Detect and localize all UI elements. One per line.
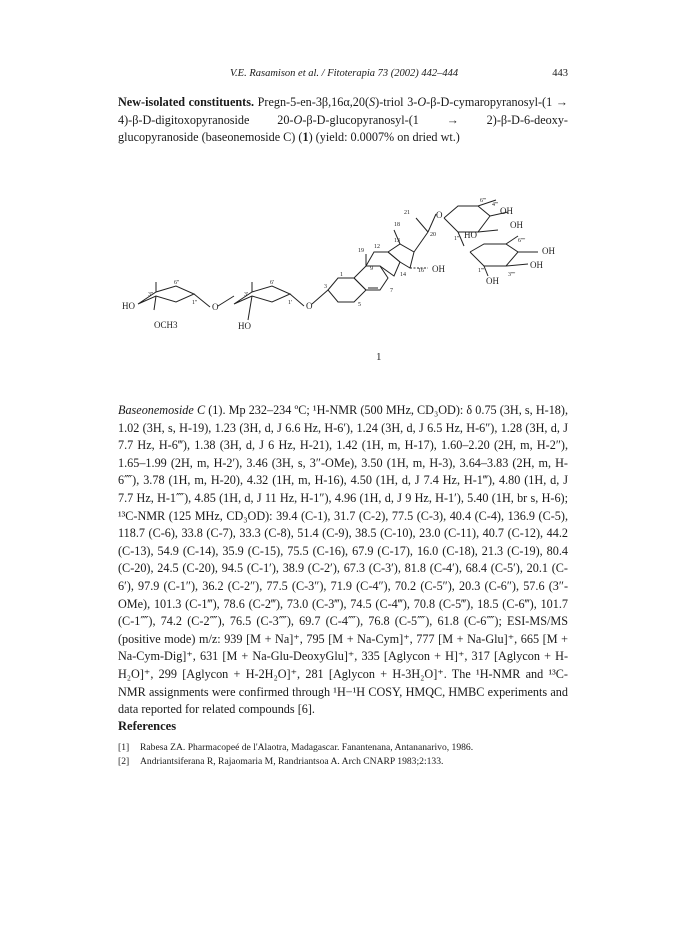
text-run: )-triol 3- [375, 95, 418, 109]
atom-label: 18 [394, 222, 400, 228]
atom-label: 13 [394, 238, 400, 244]
label-och3: OCH3 [154, 320, 178, 330]
journal-citation: V.E. Rasamison et al. / Fitoterapia 73 (2002) 442–444 [230, 68, 459, 79]
text-run: -β-D-cymaropyranosyl-(1 → 4)-β-D-digitoxopyranoside 20- [118, 95, 568, 127]
label-ho-mid: HO [238, 321, 251, 331]
atom-label: 21 [404, 210, 410, 216]
atom-label: 16 [418, 268, 424, 274]
label-glycosidic-o: O [306, 301, 313, 311]
atom-label: 7 [390, 288, 393, 294]
atom-label: 3 [324, 284, 327, 290]
atom-label: 1''' [454, 236, 461, 242]
label-oh: OH [500, 206, 513, 216]
atom-label: 14 [400, 272, 406, 278]
label-oh: OH [542, 246, 555, 256]
reference-text: Andriantsiferana R, Rajaomaria M, Randriantsoa A. Arch CNARP 1983;2:133. [140, 756, 444, 767]
atom-label: 3'' [148, 292, 154, 298]
section-heading: New-isolated constituents. [118, 95, 254, 109]
atom-label: 19 [358, 248, 364, 254]
reference-number: [1] [118, 742, 130, 753]
label-glycosidic-o: O [212, 302, 219, 312]
text-run: ) (yield: 0.0007% on dried wt.) [308, 130, 460, 145]
atom-label: 5 [358, 302, 361, 308]
atom-label: 1'''' [478, 268, 486, 274]
label-oh: OH [510, 220, 523, 230]
atom-label: 12 [374, 244, 380, 250]
reference-text: Rabesa ZA. Pharmacopeé de l'Alaotra, Madagascar. Fanantenana, Antananarivo, 1986. [140, 742, 474, 753]
compound-name: Baseonemoside C [118, 403, 206, 417]
label-ho-right: HO [464, 230, 477, 240]
atom-label: 20 [430, 232, 436, 238]
atom-label: 6'' [174, 280, 180, 286]
text-run: O [417, 95, 427, 109]
atom-label: 1'' [192, 300, 198, 306]
nmr-data-text: (1). Mp 232–234 ºC; ¹H-NMR (500 MHz, CD₃OD): δ 0.75 (3H, s, H-18), 1.02 (3H, s, H-19), 1.23 (3H, d, J 6.6 Hz, H-6′), 1.24 (3H, d, J 6.5 Hz, H-6″), 1.28 (3H, d, J 7.7 Hz, H-6‴), 1.38 (3H, d, J 6 Hz, H-21), 1.42 (1H, m, H-17), 1.60–2.20 (2H, m, H-2″), 1.65–1.99 (2H, m, H-2′), 3.46 (3H, s, 3″-OMe), 3.50 (1H, m, H-3), 3.64–3.83 (2H, m, H-6⁗), 3.78 (1H, m, H-20), 4.32 (1H, m, H-16), 4.50 (1H, d, J 7.4 Hz, H-1‴), 4.80 (1H, d, J 7.7 Hz, H-1⁗), 4.85 (1H, d, J 11 Hz, H-1″), 4.96 (1H, d, J 9 Hz, H-1′), 5.40 (1H, br s, H-6); ¹³C-NMR (125 MHz, CD₃OD): 39.4 (C-1), 31.7 (C-2), 77.5 (C-3), 40.4 (C-4), 136.9 (C-5), 118.7 (C-6), 33.8 (C-7), 33.3 (C-8), 51.4 (C-9), 38.5 (C-10), 23.0 (C-11), 40.7 (C-12), 44.2 (C-13), 54.9 (C-14), 35.9 (C-15), 75.5 (C-16), 67.9 (C-17), 16.0 (C-18), 21.3 (C-19), 80.4 (C-20), 24.5 (C-20), 94.5 (C-1′), 38.9 (C-2′), 67.3 (C-3′), 81.8 (C-4′), 68.4 (C-5′), 20.1 (C-6′), 97.9 (C-1″), 36.2 (C-2″), 77.5 (C-3″), 71.9 (C-4″), 70.2 (C-5″), 20.3 (C-6″), 57.6 (3″-OMe), 101.3 (C-1‴), 78.6 (C-2‴), 73.0 (C-3‴), 74.5 (C-4‴), 70.8 (C-5‴), 18.5 (C-6‴), 101.7 (C-1⁗), 74.2 (C-2⁗), 76.5 (C-3⁗), 69.7 (C-4⁗), 76.8 (C-5⁗), 61.8 (C-6⁗); ESI-MS/MS (positive mode) m/z: 939 [M + Na]⁺, 795 [M + Na-Cym]⁺, 777 [M + Na-Glu]⁺, 665 [M + Na-Cym-Dig]⁺, 631 [M + Na-Glu-DeoxyGlu]⁺, 335 [Aglycon + H]⁺, 317 [Aglycon + H-H₂O]⁺, 299 [Aglycon + H-2H₂O]⁺, 281 [Aglycon + H-3H₂O]⁺. The ¹H-NMR and ¹³C-NMR assignments were confirmed through ¹H−¹H COSY, HMQC, HMBC experiments and data reported for related compounds [6]. [118, 403, 568, 717]
intro-paragraph [118, 94, 568, 147]
text-run: S [369, 95, 376, 109]
reference-number: [2] [118, 756, 130, 767]
page-number: 443 [552, 68, 568, 79]
atom-label: 6'''' [518, 238, 526, 244]
compound-number: 1 [302, 130, 309, 145]
atom-label: 9 [370, 266, 373, 272]
atom-label: 3'''' [508, 272, 516, 278]
atom-label: 6''' [480, 198, 487, 204]
atom-label: 6' [270, 280, 275, 286]
text-run: Pregn-5-en-3β,16α,20( [254, 95, 370, 109]
atom-label: 4''' [492, 202, 499, 208]
label-ho-left: HO [122, 301, 135, 311]
reference-item [118, 755, 568, 769]
atom-label: 1 [340, 272, 343, 278]
label-oh-16: OH [432, 264, 445, 274]
references-list [118, 741, 568, 769]
label-oh: OH [530, 260, 543, 270]
label-glycosidic-o: O [436, 210, 443, 220]
chemical-structure-figure [118, 192, 568, 372]
atom-label: 1' [288, 300, 293, 306]
text-run: O [293, 112, 303, 127]
compound-label: 1 [376, 351, 382, 363]
label-oh: OH [486, 276, 499, 286]
text-run: -β-D-glucopyranosyl-(1 → 2)-β-D-6-deoxy-glucopyranoside (baseonemoside C) ( [118, 112, 568, 145]
reference-item [118, 741, 568, 755]
references-heading: References [118, 719, 177, 733]
nmr-data-paragraph [118, 402, 568, 719]
atom-label: 3' [244, 292, 249, 298]
